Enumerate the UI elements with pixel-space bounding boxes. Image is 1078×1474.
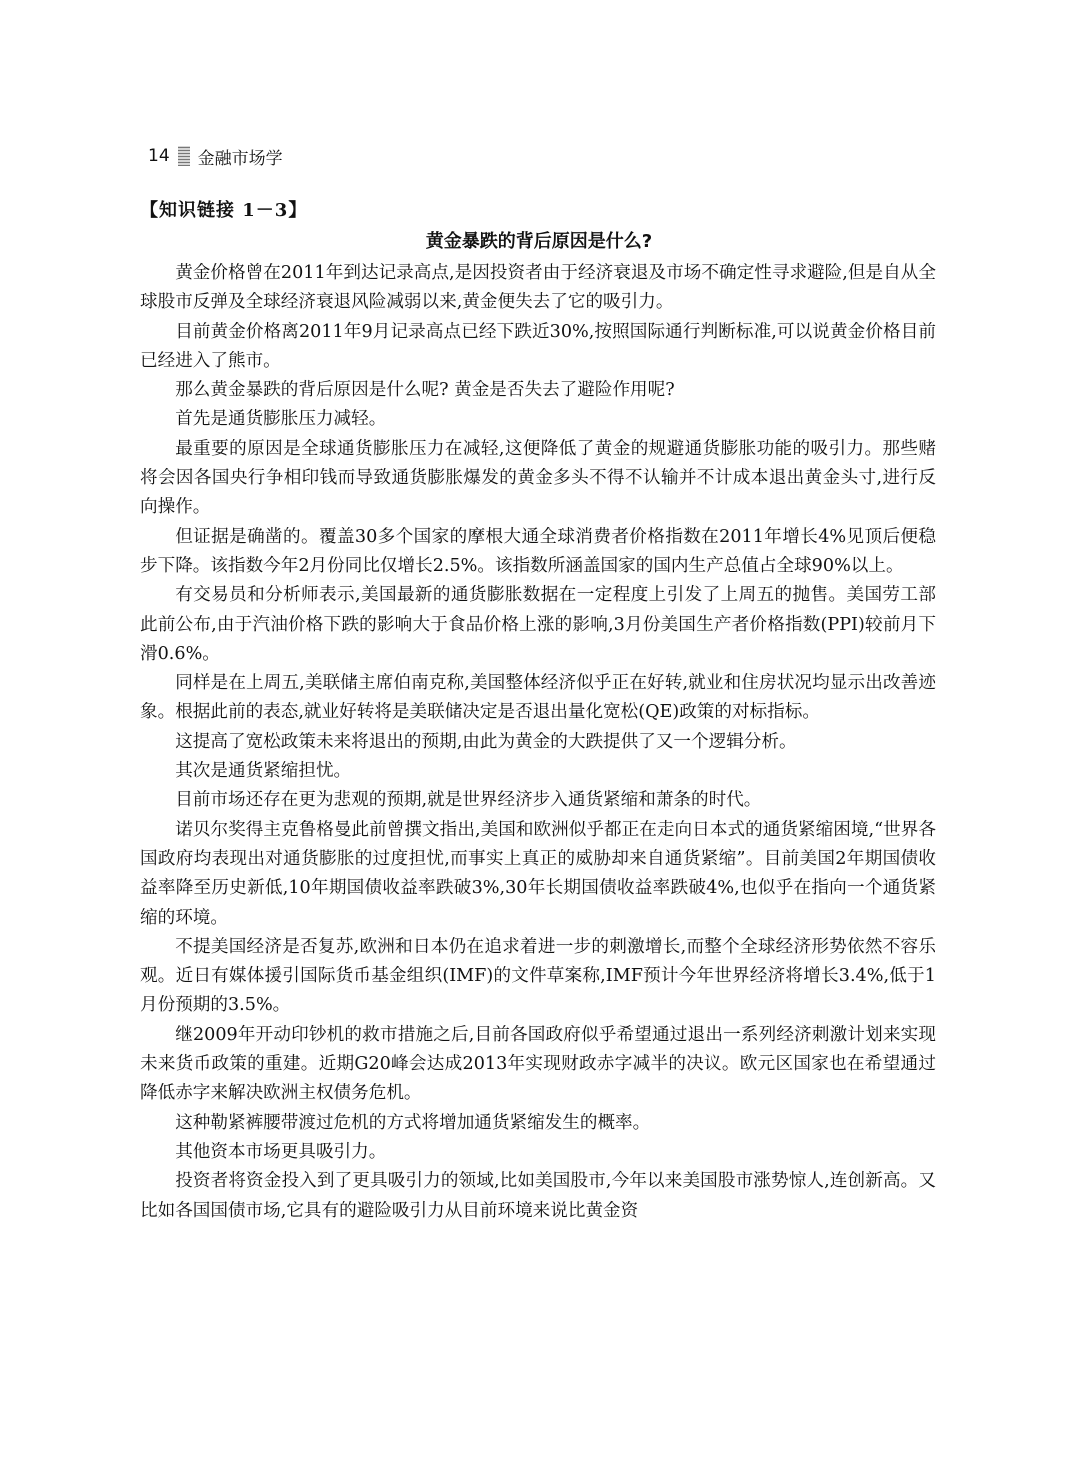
paragraph: 这种勒紧裤腰带渡过危机的方式将增加通货紧缩发生的概率。 — [175, 1112, 651, 1133]
paragraph: 其他资本市场更具吸引力。 — [175, 1141, 387, 1162]
paragraph: 诺贝尔奖得主克鲁格曼此前曾撰文指出,美国和欧洲似乎都正在走向日本式的通货紧缩困境,“世界各国政府均表现出对通货膨胀的过度担忧,而事实上真正的威胁却来自通货紧缩”。目前美国2年期国债收益率降至历史新低,10年期国债收益率跌破3%,30年长期国债收益率跌破4%,也似乎在指向一个通货紧缩的环境。 — [140, 819, 936, 928]
paragraph: 这提高了宽松政策未来将退出的预期,由此为黄金的大跌提供了又一个逻辑分析。 — [175, 731, 797, 752]
page-number: 14 — [148, 146, 170, 166]
paragraph: 投资者将资金投入到了更具吸引力的领域,比如美国股市,今年以来美国股市涨势惊人,连创新高。又比如各国国债市场,它具有的避险吸引力从目前环境来说比黄金资 — [140, 1171, 936, 1221]
article-title: 黄金暴跌的背后原因是什么? — [425, 231, 653, 252]
paragraph: 目前黄金价格离2011年9月记录高点已经下跌近30%,按照国际通行判断标准,可以说黄金价格目前已经进入了熊市。 — [140, 321, 936, 371]
header-separator-mark — [178, 146, 190, 166]
paragraph: 黄金价格曾在2011年到达记录高点,是因投资者由于经济衰退及市场不确定性寻求避险,但是自从全球股市反弹及全球经济衰退风险减弱以来,黄金便失去了它的吸引力。 — [140, 263, 936, 313]
book-title: 金融市场学 — [197, 148, 283, 169]
paragraph: 首先是通货膨胀压力减轻。 — [175, 409, 387, 430]
paragraph: 但证据是确凿的。覆盖30多个国家的摩根大通全球消费者价格指数在2011年增长4%见顶后便稳步下降。该指数今年2月份同比仅增长2.5%。该指数所涵盖国家的国内生产总值占全球90%以上。 — [140, 526, 936, 576]
article-body — [140, 259, 936, 1226]
paragraph: 继2009年开动印钞机的救市措施之后,目前各国政府似乎希望通过退出一系列经济刺激计划来实现未来货币政策的重建。近期G20峰会达成2013年实现财政赤字减半的决议。欧元区国家也在希望通过降低赤字来解决欧洲主权债务危机。 — [140, 1024, 936, 1104]
running-header — [148, 143, 283, 169]
paragraph: 那么黄金暴跌的背后原因是什么呢? 黄金是否失去了避险作用呢? — [175, 380, 675, 401]
paragraph: 有交易员和分析师表示,美国最新的通货膨胀数据在一定程度上引发了上周五的抛售。美国劳工部此前公布,由于汽油价格下跌的影响大于食品价格上涨的影响,3月份美国生产者价格指数(PPI)较前月下滑0.6%。 — [140, 585, 936, 664]
paragraph: 同样是在上周五,美联储主席伯南克称,美国整体经济似乎正在好转,就业和住房状况均显示出改善迹象。根据此前的表态,就业好转将是美联储决定是否退出量化宽松(QE)政策的对标指标。 — [140, 673, 936, 723]
paragraph: 不提美国经济是否复苏,欧洲和日本仍在追求着进一步的刺激增长,而整个全球经济形势依然不容乐观。近日有媒体援引国际货币基金组织(IMF)的文件草案称,IMF预计今年世界经济将增长3.4%,低于1月份预期的3.5%。 — [140, 936, 936, 1016]
paragraph: 目前市场还存在更为悲观的预期,就是世界经济步入通货紧缩和萧条的时代。 — [175, 790, 762, 811]
paragraph: 最重要的原因是全球通货膨胀压力在减轻,这便降低了黄金的规避通货膨胀功能的吸引力。那些赌将会因各国央行争相印钱而导致通货膨胀爆发的黄金多头不得不认输并不计成本退出黄金头寸,进行反向操作。 — [140, 438, 936, 518]
knowledge-link-label: 【知识链接 1－3】 — [140, 200, 308, 221]
paragraph: 其次是通货紧缩担忧。 — [175, 761, 352, 782]
